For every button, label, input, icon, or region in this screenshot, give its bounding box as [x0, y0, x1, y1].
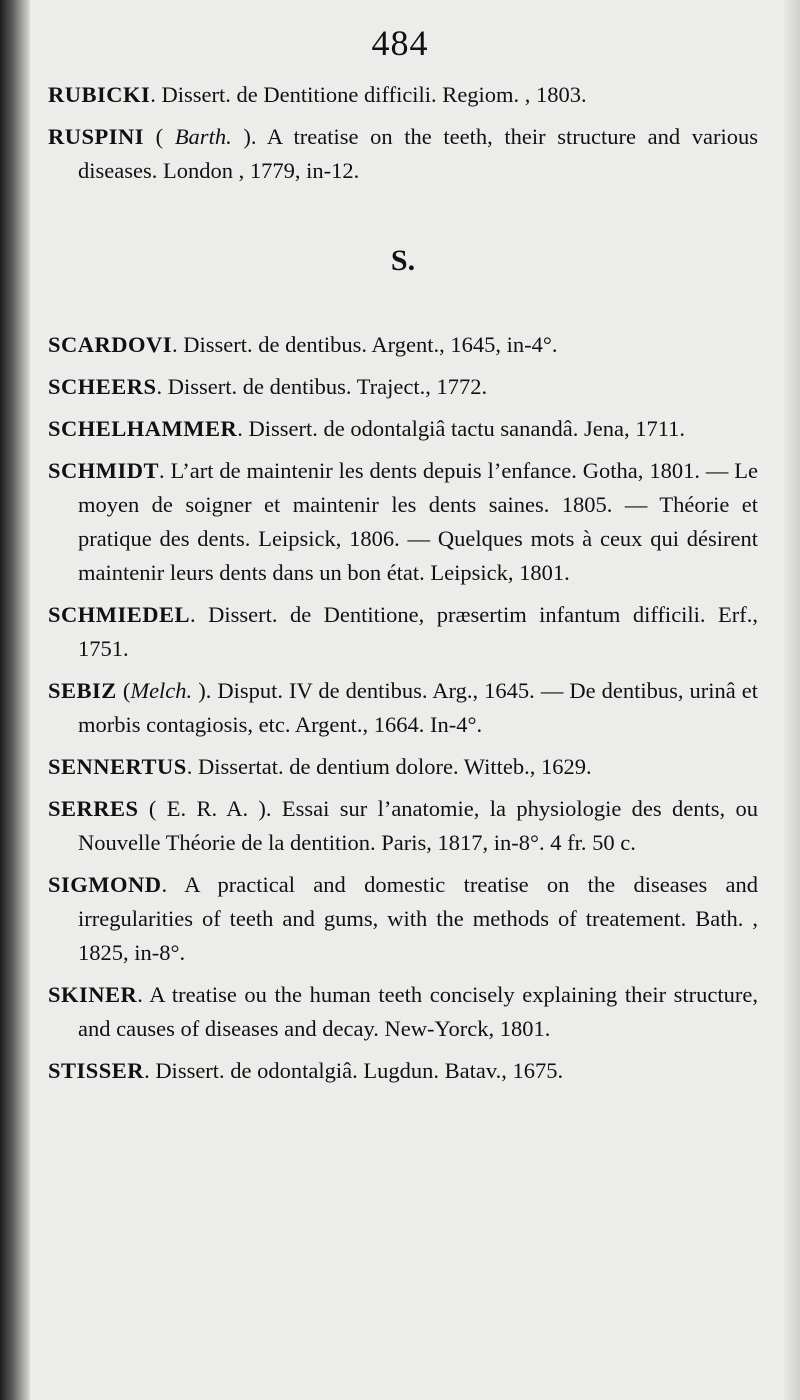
author-firstname: Barth. [174, 124, 232, 149]
entry-text: . Dissertat. de dentium dolore. Witteb., 1629. [186, 754, 592, 779]
entry-serres [48, 792, 758, 860]
section-letter: S. [390, 244, 416, 277]
author-name: SIGMOND [48, 872, 162, 897]
page-number: 484 [371, 23, 429, 63]
author-firstname: Melch. [130, 678, 193, 703]
entry-scardovi [48, 328, 758, 362]
entry-text: . Dissert. de odontalgiâ tactu sanandâ. Jena, 1711. [237, 416, 686, 441]
entry-text: . Dissert. de odontalgiâ. Lugdun. Batav., 1675. [144, 1058, 564, 1083]
entry-text: . Dissert. de dentibus. Argent., 1645, in-4°. [172, 332, 558, 357]
entry-skiner [48, 978, 758, 1046]
bibliography-list [48, 78, 758, 1096]
entry-ruspini [48, 120, 758, 188]
entry-text: . Dissert. de Dentitione difficili. Regiom. , 1803. [150, 82, 587, 107]
entry-text: . A treatise ou the human teeth concisely explaining their structure, and causes of diseases and decay. New-Yorck, 1801. [78, 982, 758, 1041]
entry-text: . Dissert. de dentibus. Traject., 1772. [156, 374, 488, 399]
entry-text: . Dissert. de Dentitione, præsertim infantum difficili. Erf., 1751. [78, 602, 758, 661]
author-name: SKINER [48, 982, 138, 1007]
entry-schelhammer [48, 412, 758, 446]
entry-sigmond [48, 868, 758, 970]
entry-rubicki [48, 78, 758, 112]
entry-text: ). Disput. IV de dentibus. Arg., 1645. — De dentibus, urinâ et morbis contagiosis, etc. Argent., 1664. In-4°. [78, 678, 759, 737]
entry-sebiz [48, 674, 758, 742]
entry-schmiedel [48, 598, 758, 666]
entry-schmidt [48, 454, 758, 590]
author-name: RUBICKI [48, 82, 151, 107]
entry-text: ( E. R. A. ). Essai sur l’anatomie, la physiologie des dents, ou Nouvelle Théorie de la dentition. Paris, 1817, in-8°. 4 fr. 50 c. [78, 796, 758, 855]
author-name: STISSER [48, 1058, 145, 1083]
entry-scheers [48, 370, 758, 404]
entry-prefix: ( [116, 678, 131, 703]
entry-text: . L’art de maintenir les dents depuis l’enfance. Gotha, 1801. — Le moyen de soigner et maintenir les dents saines. 1805. — Théorie et pratique des dents. Leipsick, 1806. — Quelques mots à ceux qui désirent maintenir leurs dents dans un bon état. Leipsick, 1801. [78, 458, 758, 585]
entry-prefix: ( [144, 124, 175, 149]
entry-text: . A practical and domestic treatise on the diseases and irregularities of teeth and gums, with the methods of treatement. Bath. , 1825, in-8°. [78, 872, 758, 965]
author-name: SCHELHAMMER [48, 416, 238, 441]
author-name: SCHMIEDEL [48, 602, 191, 627]
entry-text: ). A treatise on the teeth, their structure and various diseases. London , 1779, in-12. [78, 124, 758, 183]
author-name: SENNERTUS [48, 754, 187, 779]
author-name: SERRES [48, 796, 139, 821]
author-name: SCHEERS [48, 374, 157, 399]
author-name: SCHMIDT [48, 458, 160, 483]
entry-sennertus [48, 750, 758, 784]
author-name: SCARDOVI [48, 332, 173, 357]
author-name: RUSPINI [48, 124, 145, 149]
entry-stisser [48, 1054, 758, 1088]
author-name: SEBIZ [48, 678, 117, 703]
